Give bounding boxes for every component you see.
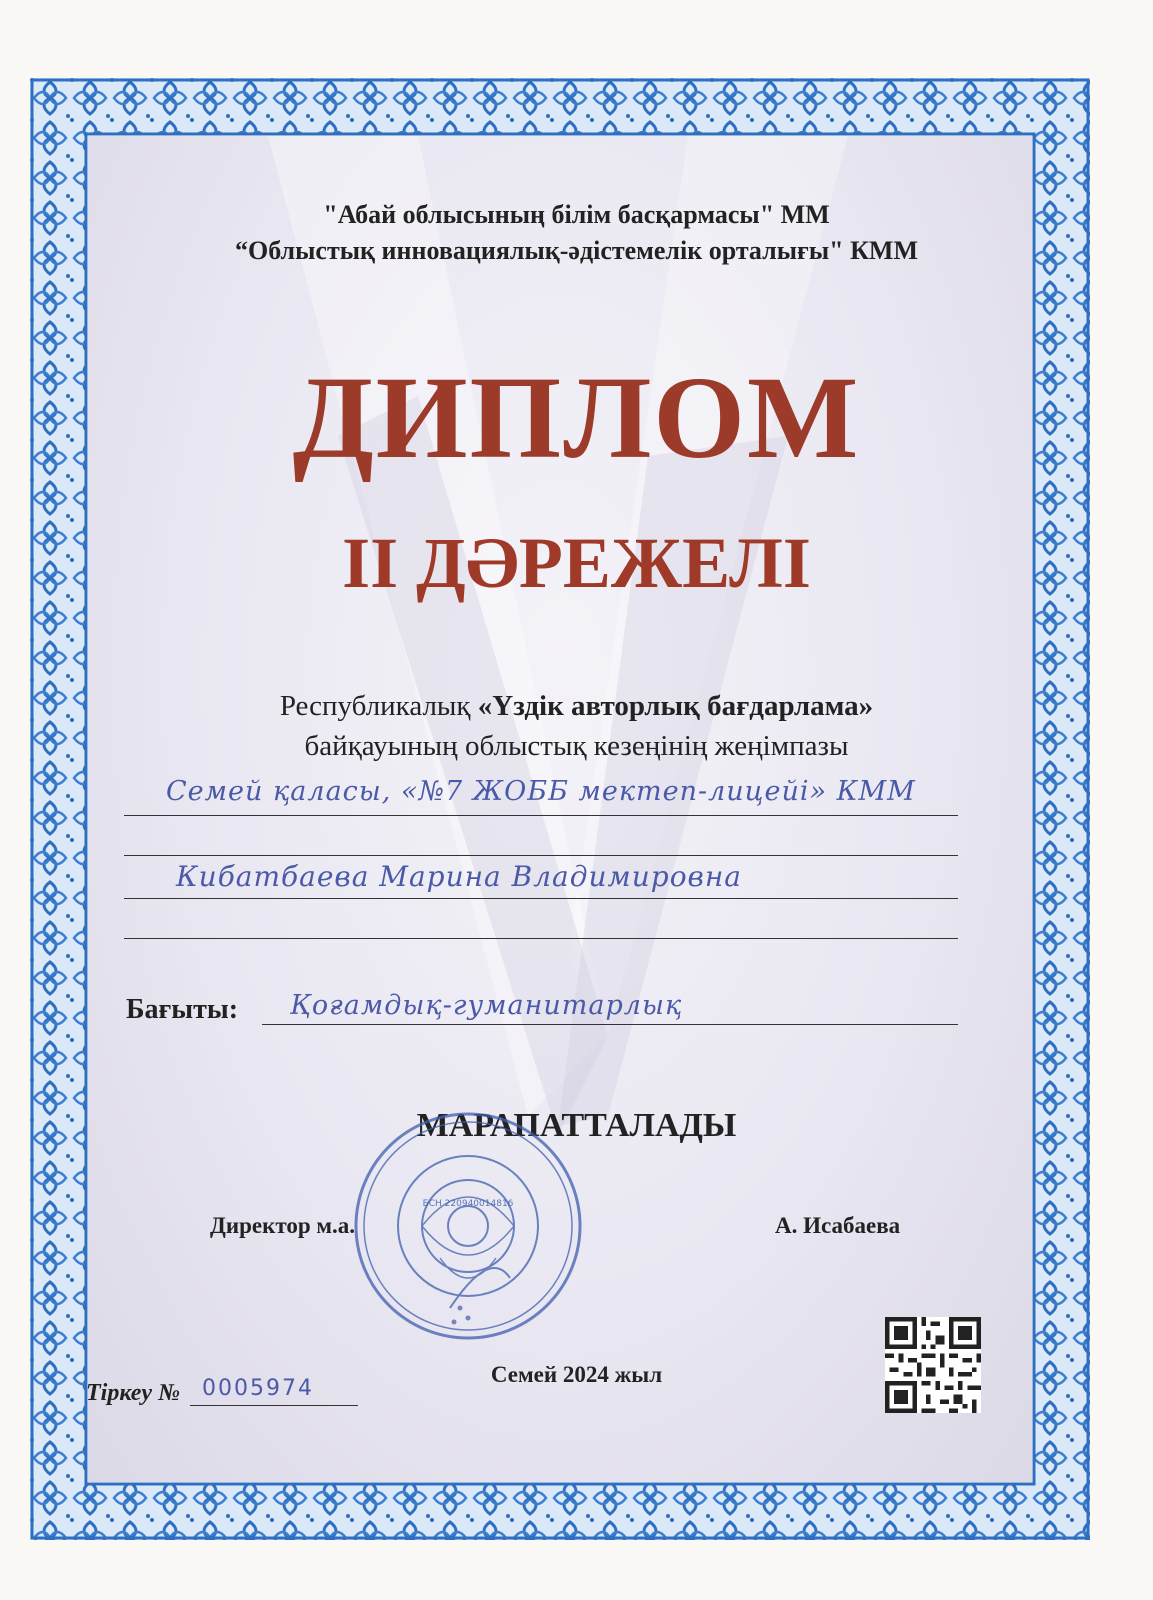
award-word: МАРАПАТТАЛАДЫ	[416, 1107, 737, 1144]
city-year: Семей 2024 жыл	[490, 1362, 663, 1387]
underline-1	[124, 815, 958, 816]
registration-underline	[190, 1405, 358, 1406]
contest-line-1	[0, 690, 1153, 723]
contest-line-2: байқауының облыстық кезеңінің жеңімпазы	[304, 730, 849, 762]
signature-role: Директор м.а.	[210, 1213, 356, 1238]
underline-3	[124, 898, 958, 899]
registration-number: 0005974	[202, 1376, 314, 1401]
handwritten-recipient-name: Кибатбаева Марина Владимировна	[176, 860, 742, 893]
direction-underline	[262, 1024, 958, 1025]
contest-name: «Үздік авторлық бағдарлама»	[477, 690, 874, 722]
contest-prefix: Республикалық	[279, 690, 478, 722]
registration-label: Тіркеу №	[86, 1380, 181, 1406]
handwritten-direction: Қоғамдық-гуманитарлық	[290, 990, 683, 1021]
underline-2	[124, 855, 958, 856]
underline-4	[124, 938, 958, 939]
diploma-title: ДИПЛОМ	[292, 352, 861, 483]
direction-label: Бағыты:	[126, 994, 239, 1025]
organization-line-2: “Облыстық инновациялық-әдістемелік орталығы" КММ	[234, 236, 919, 265]
degree-label: II ДӘРЕЖЕЛІ	[342, 523, 811, 603]
signature-name: А. Исабаева	[775, 1213, 901, 1238]
stamp-bin: БСН 220940014816	[422, 1199, 514, 1209]
official-stamp	[350, 1108, 586, 1344]
organization-line-1: "Абай облысының білім басқармасы" ММ	[323, 200, 830, 229]
handwritten-school: Семей қаласы, «№7 ЖОББ мектеп-лицейі» КММ	[166, 776, 916, 807]
